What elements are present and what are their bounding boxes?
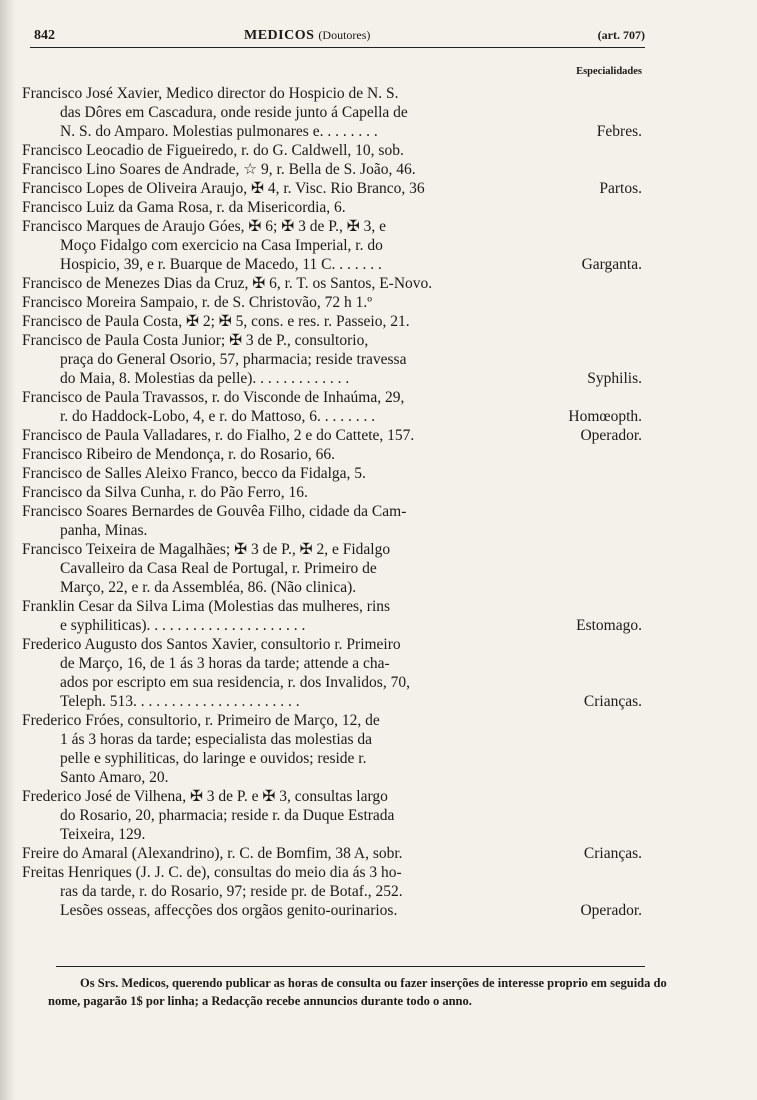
doctor-entry-name-line: Francisco Teixeira de Magalhães; ✠ 3 de P., ✠ 2, e Fidalgo [22, 541, 391, 558]
doctor-entry-continuation-line: Teixeira, 129. [60, 826, 146, 843]
doctor-entry [22, 711, 642, 787]
doctor-entry-name-line: Francisco de Paula Valladares, r. do Fialho, 2 e do Cattete, 157. [22, 427, 415, 444]
page-edge-shadow [0, 0, 16, 1100]
doctor-entry-continuation-line: 1 ás 3 horas da tarde; especialista das molestias da [60, 731, 373, 748]
page-title [244, 28, 370, 44]
footer-rule [56, 966, 645, 967]
doctor-entry [22, 217, 642, 274]
doctor-specialty: Estomago. [576, 617, 642, 634]
doctor-entry [22, 787, 642, 844]
doctor-entry-continuation-line: Teleph. 513. . . . . . . . . . . . . . . . . . . . . . [60, 693, 300, 710]
doctor-entry-name-line: Francisco Leocadio de Figueiredo, r. do G. Caldwell, 10, sob. [22, 142, 404, 159]
footer-notice [48, 974, 684, 1010]
doctor-entry-name-line: Francisco Soares Bernardes de Gouvêa Filho, cidade da Cam- [22, 503, 407, 520]
doctor-entry [22, 141, 642, 160]
doctor-entry-continuation-line: do Maia, 8. Molestias da pelle). . . . . . . . . . . . . [60, 370, 350, 387]
doctor-entry-continuation-line: Hospicio, 39, e r. Buarque de Macedo, 11 C. . . . . . . [60, 256, 382, 273]
doctor-entry-continuation-line: Santo Amaro, 20. [60, 769, 169, 786]
doctor-entry [22, 388, 642, 426]
doctor-entry [22, 483, 642, 502]
header-rule [30, 47, 645, 48]
doctor-entry [22, 445, 642, 464]
doctor-entry-name-line: Francisco da Silva Cunha, r. do Pão Ferro, 16. [22, 484, 308, 501]
doctor-entry [22, 331, 642, 388]
doctor-entry [22, 863, 642, 920]
doctor-entry-name-line: Freire do Amaral (Alexandrino), r. C. de Bomfim, 38 A, sobr. [22, 845, 403, 862]
doctor-entry-name-line: Freitas Henriques (J. J. C. de), consultas do meio dia ás 3 ho- [22, 864, 402, 881]
doctor-specialty: Garganta. [581, 256, 642, 273]
doctor-specialty: Homœopth. [568, 408, 642, 425]
doctor-specialty: Crianças. [583, 845, 642, 862]
doctor-specialty: Febres. [596, 123, 642, 140]
doctor-entry-continuation-line: Cavalleiro da Casa Real de Portugal, r. Primeiro de [60, 560, 377, 577]
doctor-entry [22, 635, 642, 711]
doctor-entry [22, 160, 642, 179]
doctor-entry-name-line: Francisco de Menezes Dias da Cruz, ✠ 6, r. T. os Santos, E-Novo. [22, 275, 433, 292]
doctor-entry-continuation-line: ras da tarde, r. do Rosario, 97; reside pr. de Botaf., 252. [60, 883, 403, 900]
specialties-column-label: Especialidades [576, 66, 642, 77]
doctor-entry [22, 597, 642, 635]
doctor-entry-name-line: Francisco Ribeiro de Mendonça, r. do Rosario, 66. [22, 446, 335, 463]
doctor-entry-name-line: Francisco Lopes de Oliveira Araujo, ✠ 4, r. Visc. Rio Branco, 36 [22, 180, 425, 197]
doctor-entry [22, 540, 642, 597]
doctor-entry-name-line: Francisco de Paula Costa Junior; ✠ 3 de P., consultorio, [22, 332, 369, 349]
page-title-main: MEDICOS [244, 28, 315, 43]
doctor-entry [22, 312, 642, 331]
doctor-entry-name-line: Frederico Fróes, consultorio, r. Primeiro de Março, 12, de [22, 712, 380, 729]
footer-text: Os Srs. Medicos, querendo publicar as horas de consulta ou fazer inserções de interesse proprio em seguida do nome, pagarão 1$ por linha; a Redacção recebe annuncios durante todo o anno. [48, 976, 667, 1008]
page-number: 842 [34, 28, 55, 43]
doctor-entry-continuation-line: Moço Fidalgo com exercicio na Casa Imperial, r. do [60, 237, 383, 254]
doctor-entry [22, 293, 642, 312]
doctor-entry-continuation-line: ados por escripto em sua residencia, r. dos Invalidos, 70, [60, 674, 410, 691]
doctor-entry-continuation-line: das Dôres em Cascadura, onde reside junto á Capella de [60, 104, 408, 121]
doctor-entry-name-line: Francisco Marques de Araujo Góes, ✠ 6; ✠ 3 de P., ✠ 3, e [22, 218, 386, 235]
doctor-entry [22, 198, 642, 217]
doctor-entry-continuation-line: de Março, 16, de 1 ás 3 horas da tarde; attende a cha- [60, 655, 390, 672]
doctor-entry-continuation-line: praça do General Osorio, 57, pharmacia; reside travessa [60, 351, 407, 368]
doctor-specialty: Operador. [580, 902, 642, 919]
doctor-entry-continuation-line: panha, Minas. [60, 522, 148, 539]
doctor-entry-continuation-line: Lesões osseas, affecções dos orgãos genito-ourinarios. [60, 902, 398, 919]
doctor-entry-name-line: Franklin Cesar da Silva Lima (Molestias das mulheres, rins [22, 598, 391, 615]
doctor-entry-continuation-line: N. S. do Amparo. Molestias pulmonares e. . . . . . . . [60, 123, 378, 140]
doctor-entry-name-line: Francisco José Xavier, Medico director do Hospicio de N. S. [22, 85, 399, 102]
doctor-specialty: Syphilis. [587, 370, 642, 387]
doctor-specialty: Crianças. [583, 693, 642, 710]
doctor-entry-continuation-line: e syphiliticas). . . . . . . . . . . . . . . . . . . . . [60, 617, 306, 634]
doctor-entry-continuation-line: pelle e syphiliticas, do laringe e ouvidos; reside r. [60, 750, 367, 767]
doctor-list [22, 84, 642, 920]
page-title-sub: (Doutores) [318, 28, 371, 42]
article-number: (art. 707) [597, 28, 645, 42]
doctor-entry [22, 426, 642, 445]
doctor-entry-name-line: Francisco Luiz da Gama Rosa, r. da Misericordia, 6. [22, 199, 346, 216]
doctor-specialty: Partos. [599, 180, 642, 197]
page-header [34, 26, 645, 48]
doctor-entry-continuation-line: r. do Haddock-Lobo, 4, e r. do Mattoso, 6. . . . . . . . [60, 408, 376, 425]
doctor-entry-name-line: Francisco de Paula Costa, ✠ 2; ✠ 5, cons. e res. r. Passeio, 21. [22, 313, 410, 330]
doctor-entry-name-line: Francisco Moreira Sampaio, r. de S. Christovão, 72 h 1.º [22, 294, 373, 311]
doctor-entry [22, 84, 642, 141]
doctor-entry [22, 502, 642, 540]
doctor-entry [22, 274, 642, 293]
doctor-entry-name-line: Francisco de Salles Aleixo Franco, becco da Fidalga, 5. [22, 465, 366, 482]
doctor-entry-name-line: Frederico José de Vilhena, ✠ 3 de P. e ✠ 3, consultas largo [22, 788, 388, 805]
doctor-entry [22, 179, 642, 198]
doctor-entry-name-line: Francisco Lino Soares de Andrade, ☆ 9, r. Bella de S. João, 46. [22, 161, 416, 178]
doctor-entry-name-line: Francisco de Paula Travassos, r. do Visconde de Inhaúma, 29, [22, 389, 405, 406]
doctor-entry-continuation-line: Março, 22, e r. da Assembléa, 86. (Não clinica). [60, 579, 357, 596]
doctor-entry [22, 464, 642, 483]
doctor-entry-name-line: Frederico Augusto dos Santos Xavier, consultorio r. Primeiro [22, 636, 401, 653]
doctor-entry-continuation-line: do Rosario, 20, pharmacia; reside r. da Duque Estrada [60, 807, 395, 824]
doctor-specialty: Operador. [580, 427, 642, 444]
doctor-entry [22, 844, 642, 863]
